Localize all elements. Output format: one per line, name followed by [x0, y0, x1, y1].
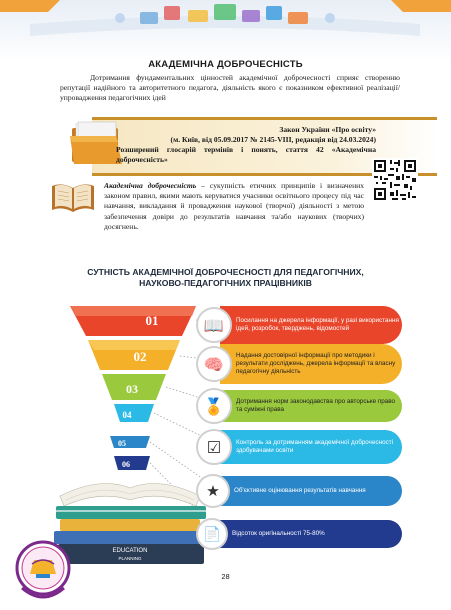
funnel-number-02: 02: [133, 349, 147, 364]
open-book-icon: [50, 178, 96, 214]
funnel-number-04: 04: [122, 410, 132, 420]
essence-item-06: [196, 520, 402, 548]
book-stack-1: [56, 506, 206, 519]
funnel-number-06: 06: [122, 460, 130, 469]
document-icon: 📄: [196, 518, 228, 550]
funnel-layer-06: [114, 456, 150, 470]
definition-term: Академічна доброчесність: [104, 181, 197, 190]
essence-item-02: [196, 344, 402, 384]
page-title: АКАДЕМІЧНА ДОБРОЧЕСНІСТЬ: [148, 59, 303, 70]
funnel-layer-04: [114, 404, 154, 422]
funnel-number-01: 01: [145, 313, 159, 328]
checklist-icon: ☑: [196, 429, 232, 465]
law-details: (м. Київ, від 05.09.2017 № 2145-VIII, редакція від 24.03.2024): [170, 135, 376, 144]
section-title-line2: НАУКОВО-ПЕДАГОГІЧНИХ ПРАЦІВНИКІВ: [139, 278, 312, 288]
logo-icon: [14, 536, 72, 606]
essence-item-text: Дотримання норм законодавства про авторське право та суміжні права: [236, 397, 396, 413]
essence-item-text: Контроль за дотриманням академічної доброчесності здобувачами освіти: [236, 438, 394, 454]
book-stack-3: [54, 531, 206, 544]
law-title: Закон України «Про освіту»: [279, 125, 376, 134]
book-stack-4: [58, 544, 204, 564]
book-search-icon: 📖: [196, 307, 232, 343]
open-book-illustration: [60, 484, 200, 507]
book-label-line1: EDUCATION: [112, 548, 148, 554]
page-number: 28: [221, 572, 230, 581]
section-title: [0, 267, 451, 289]
essence-item-text: Об'єктивне оцінювання результатів навчання: [234, 486, 366, 494]
book-stack-2: [60, 519, 200, 531]
section-title-line1: СУТНІСТЬ АКАДЕМІЧНОЇ ДОБРОЧЕСНОСТІ ДЛЯ ПЕДАГОГІЧНИХ,: [87, 267, 364, 277]
funnel-number-03: 03: [126, 382, 138, 396]
essence-item-text: Посилання на джерела інформації, у разі використання ідей, розробок, тверджень, відомостей: [236, 316, 399, 332]
essence-item-text: Надання достовірної інформації про методики і результати досліджень, джерела інформації та власну педагогічну діяльність: [236, 351, 396, 376]
header-decoration: [0, 0, 451, 62]
definition-paragraph: [104, 181, 364, 232]
law-glossary: Розширений глосарій термінів і понять, стаття 42 «Академічна доброчесність»: [116, 145, 376, 164]
definition-text: – сукупність етичних принципів і визначених законом правил, якими мають керуватися учасники освітнього процесу під час навчання, викладання й провадження наукової (творчої) діяльності з метою забезпечення довіри до результатів навчання та/або наукових (творчих) досягнень.: [104, 181, 364, 231]
law-reference: [116, 125, 376, 165]
funnel-layer-05: [110, 436, 150, 448]
intro-paragraph: Дотримання фундаментальних цінностей академічної доброчесності сприяє створенню репутації надійного та авторитетного педагога, діяльність якого є показником ефективної реалізації/упровадження педагогічних ідей: [60, 73, 400, 102]
essence-item-text: Відсоток оригінальності 75-80%: [232, 529, 325, 537]
essence-item-04: [196, 430, 402, 464]
essence-item-05: [196, 476, 402, 506]
qr-code-icon[interactable]: [372, 158, 418, 202]
funnel-number-05: 05: [118, 439, 126, 448]
certificate-icon: 🏅: [196, 388, 232, 424]
essence-item-01: [196, 306, 402, 344]
book-label-line2: PLANNING: [118, 556, 142, 561]
essence-item-03: [196, 390, 402, 422]
award-icon: ★: [196, 474, 230, 508]
brain-head-icon: 🧠: [196, 346, 232, 382]
